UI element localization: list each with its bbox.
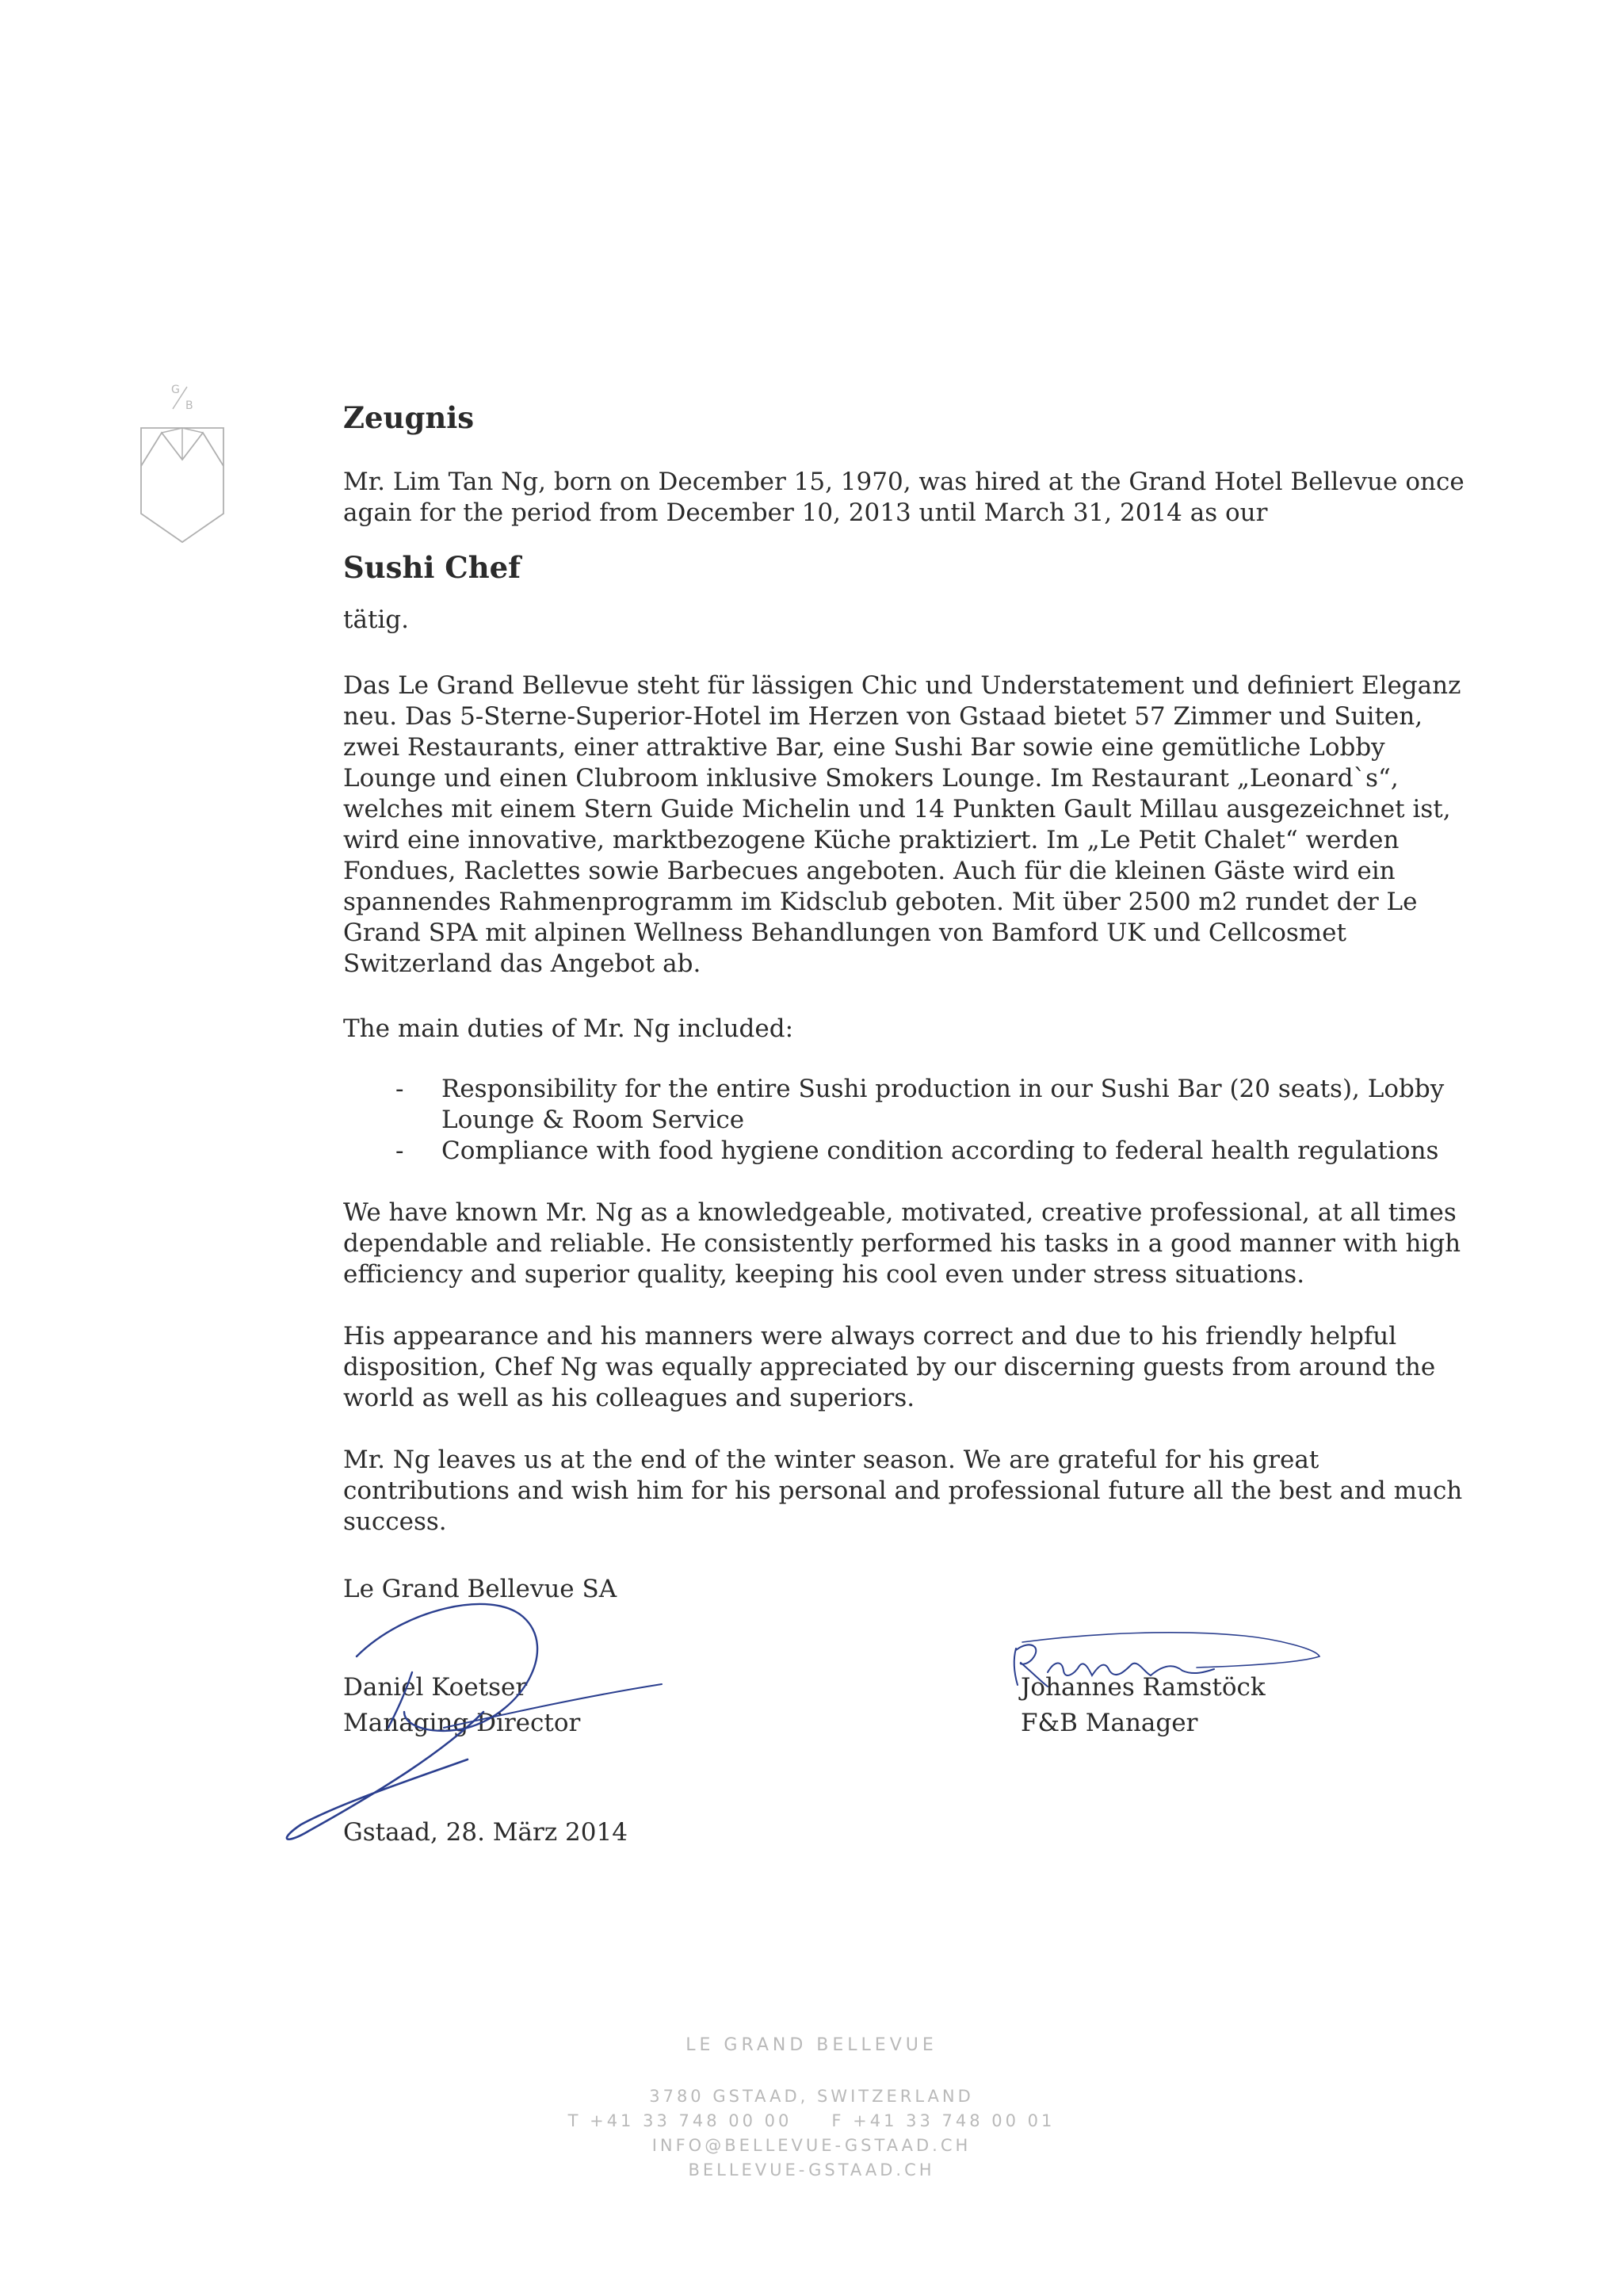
signer-title: F&B Manager: [1021, 1709, 1198, 1737]
signer-title: Managing Director: [343, 1709, 581, 1737]
logo-initial-g: G: [171, 384, 180, 396]
closing-paragraph: Mr. Ng leaves us at the end of the winter season. We are grateful for his great contributions and wish him for his personal and professional future all the best and much success.: [343, 1446, 1463, 1536]
crest-shield-icon: [135, 372, 230, 547]
footer-fax: F +41 33 748 00 01: [831, 2111, 1056, 2130]
koetser-signature: [285, 1593, 666, 1855]
assessment-paragraph: We have known Mr. Ng as a knowledgeable, motivated, creative professional, at all times dependable and reliable. He consistently performed his tasks in a good manner with high efficiency and superior quality, keeping his cool even under stress situations.: [343, 1198, 1461, 1289]
footer-phone: T +41 33 748 00 00: [567, 2111, 792, 2130]
place-date: Gstaad, 28. März 2014: [343, 1818, 628, 1847]
footer-contact: [0, 2109, 1623, 2134]
duties-intro: The main duties of Mr. Ng included:: [343, 1014, 794, 1043]
company-name: Le Grand Bellevue SA: [343, 1575, 617, 1603]
signer-name: Daniel Koetser: [343, 1673, 528, 1702]
footer-website: BELLEVUE-GSTAAD.CH: [688, 2160, 935, 2179]
conduct-paragraph: His appearance and his manners were always correct and due to his friendly helpful disposition, Chef Ng was equally appreciated by our discerning guests from around the world as well as his colleagues and superiors.: [343, 1322, 1436, 1412]
signer-name: Johannes Ramstöck: [1021, 1673, 1266, 1702]
duty-item: - Compliance with food hygiene condition according to federal health regulations: [441, 1136, 1484, 1167]
position-suffix: tätig.: [343, 606, 410, 634]
footer-brand: LE GRAND BELLEVUE: [685, 2035, 938, 2055]
logo-initial-b: B: [185, 399, 193, 412]
hotel-description: Das Le Grand Bellevue steht für lässigen Chic und Understatement und definiert Eleganz neu. Das 5-Sterne-Superior-Hotel im Herzen von Gstaad bietet 57 Zimmer und Suiten, zwei Restaurants, einer attraktive Bar, eine Sushi Bar sowie eine gemütliche Lobby Lounge und einen Clubroom inklusive Smokers Lounge. Im Restaurant „Leonard`s“, welches mit einem Stern Guide Michelin und 14 Punkten Gault Millau ausgezeichnet ist, wird eine innovative, marktbezogene Küche praktiziert. Im „Le Petit Chalet“ werden Fondues, Raclettes sowie Barbecues angeboten. Auch für die kleinen Gäste wird ein spannendes Rahmenprogramm im Kidsclub geboten. Mit über 2500 m2 rundet der Le Grand SPA mit alpinen Wellness Behandlungen von Bamford UK und Cellcosmet Switzerland das Angebot ab.: [343, 671, 1461, 978]
intro-paragraph: Mr. Lim Tan Ng, born on December 15, 1970, was hired at the Grand Hotel Bellevue once again for the period from December 10, 2013 until March 31, 2014 as our: [343, 468, 1465, 527]
duty-item: - Responsibility for the entire Sushi production in our Sushi Bar (20 seats), Lobby Lounge & Room Service: [441, 1074, 1484, 1136]
letter-title: Zeugnis: [343, 400, 475, 435]
position-title: Sushi Chef: [343, 550, 521, 585]
letterhead-footer: [0, 2033, 1623, 2183]
duties-list: [343, 1074, 1484, 1167]
footer-address: 3780 GSTAAD, SWITZERLAND: [649, 2087, 974, 2106]
footer-email: INFO@BELLEVUE-GSTAAD.CH: [651, 2136, 972, 2155]
ramstoeck-signature: [1006, 1625, 1323, 1696]
